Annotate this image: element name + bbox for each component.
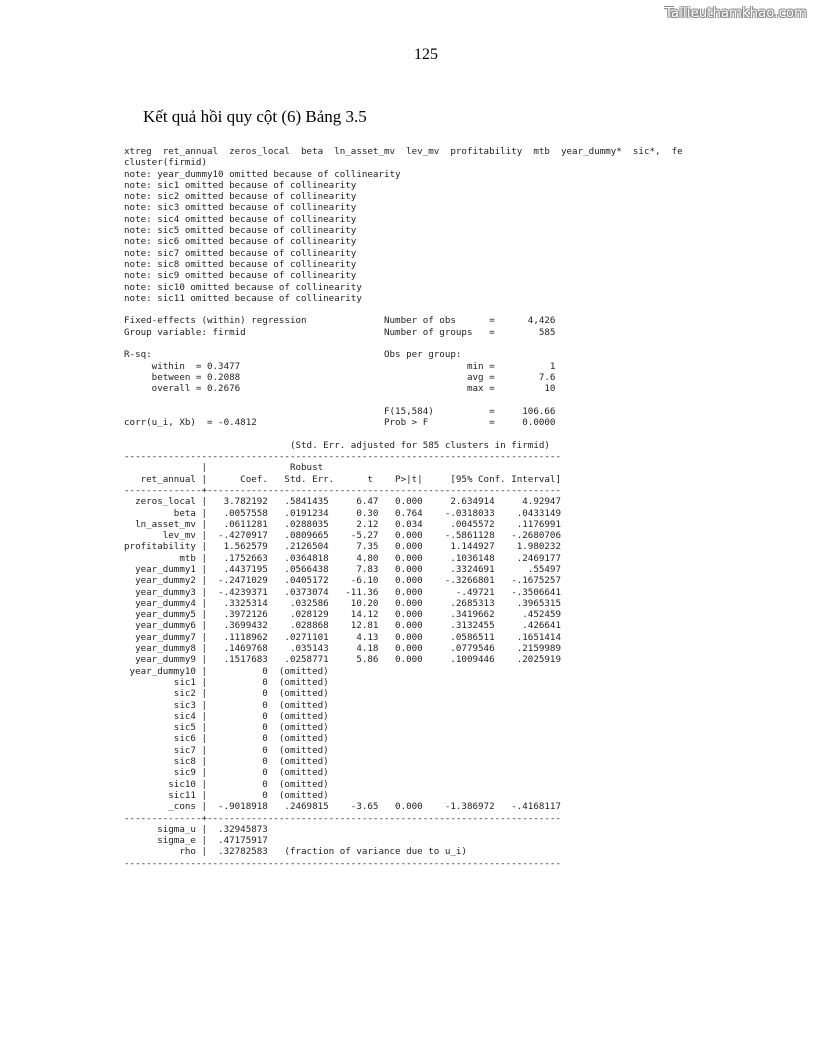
output-line: year_dummy1 | .4437195 .0566438 7.83 0.000 .3324691 .55497: [124, 563, 561, 575]
output-line: rho | .32782583 (fraction of variance due to u_i): [124, 846, 467, 858]
output-line: within = 0.3477 min = 1: [124, 360, 556, 372]
output-line: mtb | .1752663 .0364818 4.80 0.000 .1036148 .2469177: [124, 552, 561, 564]
section-heading: Kết quả hồi quy cột (6) Bảng 3.5: [143, 107, 367, 126]
output-line: sic10 | 0 (omitted): [124, 778, 329, 790]
output-line: R-sq: Obs per group:: [124, 349, 462, 361]
output-line: year_dummy6 | .3699432 .028868 12.81 0.000 .3132455 .426641: [124, 620, 561, 632]
output-line: sic6 | 0 (omitted): [124, 733, 329, 745]
output-line: -------------------------------------------------------------------------------: [124, 857, 561, 869]
output-line: note: sic7 omitted because of collinearity: [124, 247, 357, 259]
output-line: note: sic8 omitted because of collinearity: [124, 258, 357, 270]
output-line: year_dummy5 | .3972126 .028129 14.12 0.000 .3419662 .452459: [124, 609, 561, 621]
output-line: note: sic5 omitted because of collinearity: [124, 225, 357, 237]
output-line: year_dummy2 | -.2471029 .0405172 -6.10 0.000 -.3266801 -.1675257: [124, 575, 561, 587]
output-line: note: year_dummy10 omitted because of collinearity: [124, 168, 401, 180]
output-line: zeros_local | 3.782192 .5841435 6.47 0.000 2.634914 4.92947: [124, 496, 561, 508]
output-line: profitability | 1.562579 .2126504 7.35 0.000 1.144927 1.980232: [124, 541, 561, 553]
output-line: sic11 | 0 (omitted): [124, 789, 329, 801]
output-line: sigma_u | .32945873: [124, 823, 268, 835]
output-line: year_dummy7 | .1118962 .0271101 4.13 0.000 .0586511 .1651414: [124, 631, 561, 643]
output-line: note: sic3 omitted because of collinearity: [124, 202, 357, 214]
output-line: year_dummy9 | .1517683 .0258771 5.86 0.000 .1009446 .2025919: [124, 654, 561, 666]
output-line: lev_mv | -.4270917 .0809665 -5.27 0.000 -.5861128 -.2680706: [124, 530, 561, 542]
output-line: note: sic4 omitted because of collinearity: [124, 213, 357, 225]
output-line: Group variable: firmid Number of groups = 585: [124, 326, 556, 338]
output-line: (Std. Err. adjusted for 585 clusters in firmid): [124, 439, 550, 451]
output-line: --------------+----------------------------------------------------------------: [124, 812, 561, 824]
output-line: year_dummy8 | .1469768 .035143 4.18 0.000 .0779546 .2159989: [124, 643, 561, 655]
output-line: -------------------------------------------------------------------------------: [124, 451, 561, 463]
output-line: note: sic1 omitted because of collinearity: [124, 179, 357, 191]
output-line: Fixed-effects (within) regression Number of obs = 4,426: [124, 315, 556, 327]
output-line: F(15,584) = 106.66: [124, 405, 556, 417]
output-line: sic9 | 0 (omitted): [124, 767, 329, 779]
output-line: sigma_e | .47175917: [124, 835, 268, 847]
output-line: year_dummy10 | 0 (omitted): [124, 665, 329, 677]
output-line: ret_annual | Coef. Std. Err. t P>|t| [95% Conf. Interval]: [124, 473, 561, 485]
output-line: year_dummy4 | .3325314 .032586 10.20 0.000 .2685313 .3965315: [124, 597, 561, 609]
output-line: year_dummy3 | -.4239371 .0373074 -11.36 0.000 -.49721 -.3506641: [124, 586, 561, 598]
output-line: note: sic10 omitted because of collinearity: [124, 281, 362, 293]
output-line: --------------+----------------------------------------------------------------: [124, 484, 561, 496]
page-number: 125: [414, 46, 438, 63]
output-line: note: sic2 omitted because of collinearity: [124, 191, 357, 203]
output-line: sic2 | 0 (omitted): [124, 688, 329, 700]
output-line: sic1 | 0 (omitted): [124, 676, 329, 688]
output-line: sic8 | 0 (omitted): [124, 756, 329, 768]
output-line: note: sic6 omitted because of collinearity: [124, 236, 357, 248]
output-line: sic7 | 0 (omitted): [124, 744, 329, 756]
output-line: _cons | -.9018918 .2469815 -3.65 0.000 -1.386972 -.4168117: [124, 801, 561, 813]
output-line: sic3 | 0 (omitted): [124, 699, 329, 711]
output-line: between = 0.2088 avg = 7.6: [124, 371, 556, 383]
output-line: xtreg ret_annual zeros_local beta ln_asset_mv lev_mv profitability mtb year_dummy* sic*, fe: [124, 146, 683, 157]
output-line: note: sic11 omitted because of collinearity: [124, 292, 362, 304]
output-line: corr(u_i, Xb) = -0.4812 Prob > F = 0.0000: [124, 417, 556, 429]
regression-output: [124, 146, 683, 869]
output-line: sic5 | 0 (omitted): [124, 722, 329, 734]
output-line: overall = 0.2676 max = 10: [124, 383, 556, 395]
output-line: ln_asset_mv | .0611281 .0288035 2.12 0.034 .0045572 .1176991: [124, 518, 561, 530]
site-watermark: Tailieuthamkhao.com: [665, 6, 807, 21]
output-line: | Robust: [124, 462, 324, 474]
output-line: cluster(firmid): [124, 157, 207, 169]
output-line: beta | .0057558 .0191234 0.30 0.764 -.0318033 .0433149: [124, 507, 561, 519]
output-line: note: sic9 omitted because of collinearity: [124, 270, 357, 282]
output-line: sic4 | 0 (omitted): [124, 710, 329, 722]
